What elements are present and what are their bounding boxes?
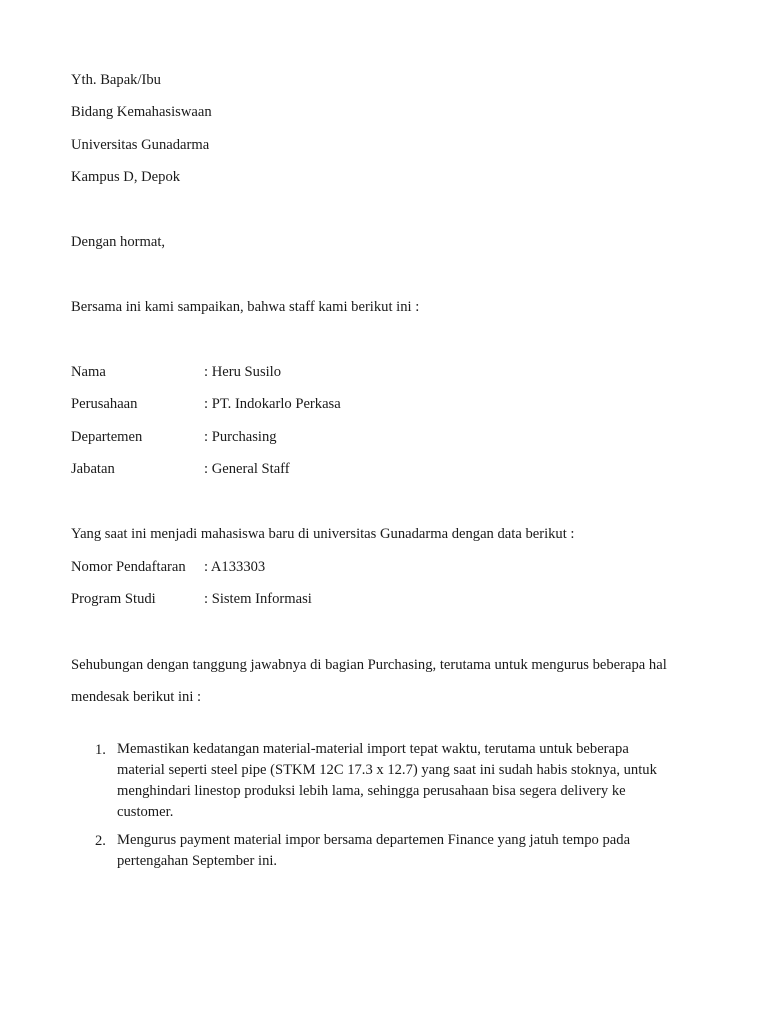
staff-label: Departemen xyxy=(71,429,143,445)
intro-text: Bersama ini kami sampaikan, bahwa staff kami berikut ini : xyxy=(71,299,420,315)
staff-value: : General Staff xyxy=(204,461,290,477)
reason-text: mendesak berikut ini : xyxy=(71,689,202,705)
staff-label: Nama xyxy=(71,364,106,380)
list-item: Mengurus payment material impor bersama departemen Finance yang jatuh tempo pada pertengahan September ini. xyxy=(117,832,631,869)
staff-value: : Purchasing xyxy=(204,429,277,445)
staff-value: : PT. Indokarlo Perkasa xyxy=(204,396,341,412)
student-label: Nomor Pendaftaran xyxy=(71,559,186,575)
list-number: 2. xyxy=(95,833,106,849)
student-value: : Sistem Informasi xyxy=(204,591,312,607)
address-line: Kampus D, Depok xyxy=(71,169,181,185)
greeting: Dengan hormat, xyxy=(71,234,166,250)
reason-text: Sehubungan dengan tanggung jawabnya di bagian Purchasing, terutama untuk mengurus beberapa hal xyxy=(71,657,667,673)
address-line: Yth. Bapak/Ibu xyxy=(71,72,161,88)
student-intro: Yang saat ini menjadi mahasiswa baru di universitas Gunadarma dengan data berikut : xyxy=(71,526,575,542)
staff-value: : Heru Susilo xyxy=(204,364,282,380)
student-value: : A133303 xyxy=(204,559,266,575)
staff-label: Jabatan xyxy=(71,461,115,477)
list-number: 1. xyxy=(95,742,106,758)
student-label: Program Studi xyxy=(71,591,156,607)
address-line: Bidang Kemahasiswaan xyxy=(71,104,212,120)
address-line: Universitas Gunadarma xyxy=(71,137,210,153)
list-item: Memastikan kedatangan material-material import tepat waktu, terutama untuk beberapa material seperti steel pipe (STKM 12C 17.3 x 12.7) yang saat ini sudah habis stoknya, untuk menghindari linestop produksi lebih lama, sehingga perusahaan bisa segera delivery ke customer. xyxy=(117,741,657,820)
staff-label: Perusahaan xyxy=(71,396,138,412)
